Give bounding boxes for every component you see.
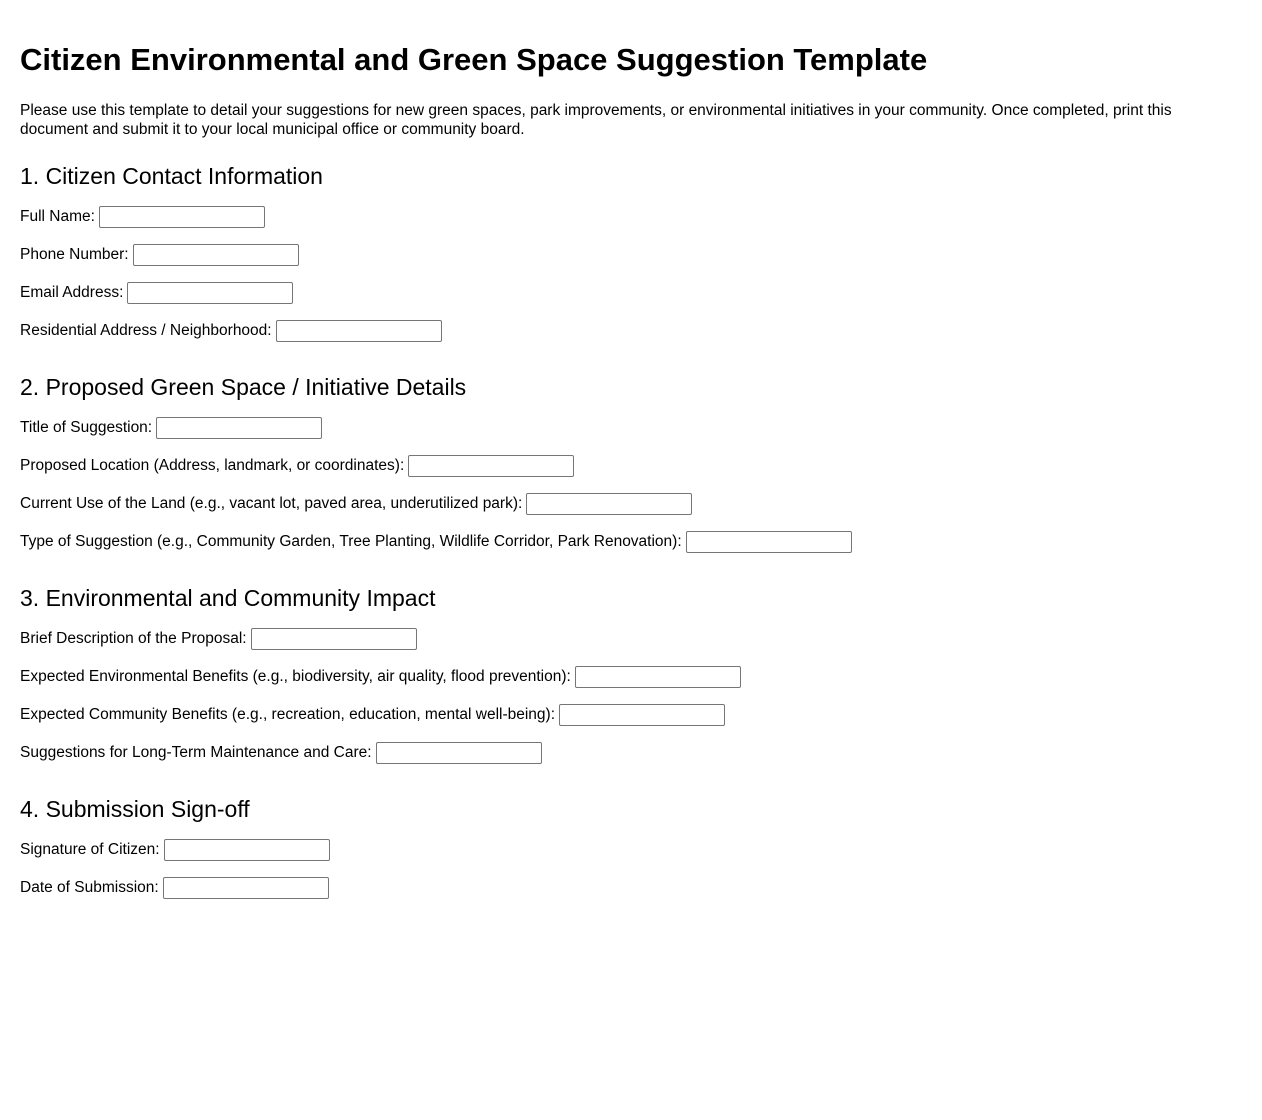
- field-label: Current Use of the Land (e.g., vacant lot, paved area, underutilized park):: [20, 495, 523, 512]
- field-label: Title of Suggestion:: [20, 419, 153, 436]
- community-benefits-input[interactable]: [559, 704, 725, 726]
- field-full-name: [20, 198, 1242, 236]
- field-label: Signature of Citizen:: [20, 841, 160, 858]
- section-heading-contact: 1. Citizen Contact Information: [20, 163, 323, 189]
- field-label: Expected Community Benefits (e.g., recreation, education, mental well-being):: [20, 706, 556, 723]
- page-title: Citizen Environmental and Green Space Suggestion Template: [20, 42, 928, 77]
- field-environmental-benefits: [20, 658, 1242, 696]
- field-email-address: [20, 274, 1242, 312]
- field-label: Residential Address / Neighborhood:: [20, 322, 272, 339]
- environmental-benefits-input[interactable]: [575, 666, 741, 688]
- field-label: Expected Environmental Benefits (e.g., biodiversity, air quality, flood prevention):: [20, 668, 571, 685]
- field-maintenance-suggestions: [20, 734, 1242, 772]
- field-label: Date of Submission:: [20, 879, 159, 896]
- field-title-of-suggestion: [20, 409, 1242, 447]
- field-label: Proposed Location (Address, landmark, or coordinates):: [20, 457, 405, 474]
- email-address-input[interactable]: [127, 282, 293, 304]
- field-residential-address: [20, 312, 1242, 350]
- field-brief-description: [20, 620, 1242, 658]
- field-current-land-use: [20, 485, 1242, 523]
- field-label: Phone Number:: [20, 246, 129, 263]
- section-fields-details: [20, 409, 1242, 561]
- section-fields-impact: [20, 620, 1242, 772]
- section-fields-contact: [20, 198, 1242, 350]
- field-date-of-submission: [20, 869, 1242, 907]
- intro-text: Please use this template to detail your suggestions for new green spaces, park improvements, or environmental initiatives in your community. Once completed, print this document and submit it to your local municipal office or community board.: [20, 102, 1172, 138]
- residential-address-input[interactable]: [276, 320, 442, 342]
- proposed-location-input[interactable]: [408, 455, 574, 477]
- field-community-benefits: [20, 696, 1242, 734]
- field-label: Full Name:: [20, 208, 95, 225]
- section-fields-signoff: [20, 831, 1242, 907]
- field-type-of-suggestion: [20, 523, 1242, 561]
- phone-number-input[interactable]: [133, 244, 299, 266]
- section-heading-details: 2. Proposed Green Space / Initiative Details: [20, 374, 467, 400]
- field-label: Suggestions for Long-Term Maintenance and Care:: [20, 744, 372, 761]
- full-name-input[interactable]: [99, 206, 265, 228]
- date-of-submission-input[interactable]: [163, 877, 329, 899]
- type-of-suggestion-input[interactable]: [686, 531, 852, 553]
- section-heading-signoff: 4. Submission Sign-off: [20, 796, 250, 822]
- field-phone-number: [20, 236, 1242, 274]
- field-signature: [20, 831, 1242, 869]
- section-heading-impact: 3. Environmental and Community Impact: [20, 585, 436, 611]
- field-label: Brief Description of the Proposal:: [20, 630, 247, 647]
- signature-input[interactable]: [164, 839, 330, 861]
- brief-description-input[interactable]: [251, 628, 417, 650]
- field-label: Email Address:: [20, 284, 124, 301]
- title-of-suggestion-input[interactable]: [156, 417, 322, 439]
- current-land-use-input[interactable]: [526, 493, 692, 515]
- field-proposed-location: [20, 447, 1242, 485]
- field-label: Type of Suggestion (e.g., Community Garden, Tree Planting, Wildlife Corridor, Park Renovation):: [20, 533, 682, 550]
- maintenance-suggestions-input[interactable]: [376, 742, 542, 764]
